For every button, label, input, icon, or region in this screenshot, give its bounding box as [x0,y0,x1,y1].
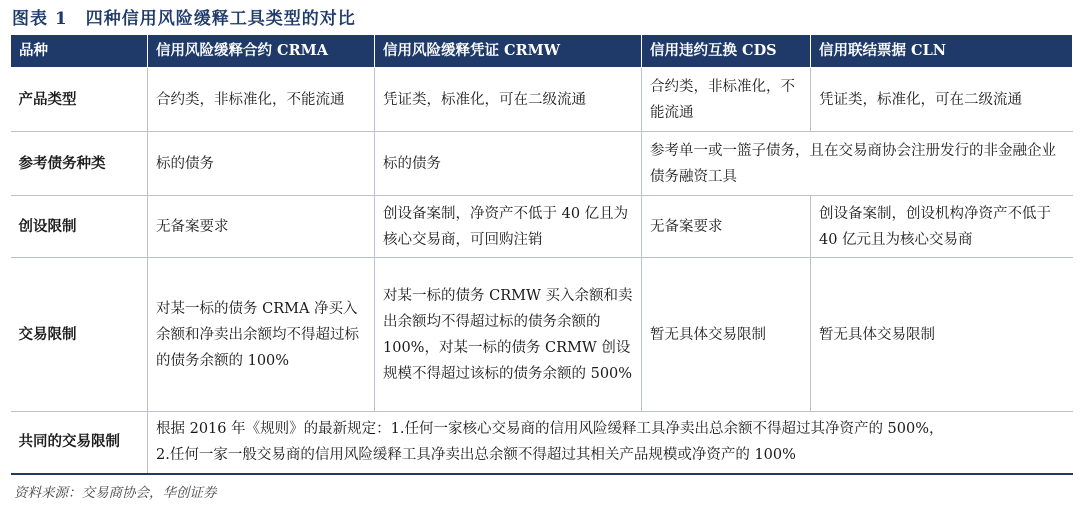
cell-creation-limit-cds: 无备案要求 [642,196,811,258]
header-variety: 品种 [11,35,148,68]
table-row [11,68,1073,132]
cell-trading-limit-crmw: 对某一标的债务 CRMW 买入余额和卖出余额均不得超过标的债务余额的 100%，对某一标的债务 CRMW 创设规模不得超过该标的债务余额的 500% [375,258,642,412]
cell-common-limit [148,412,1073,474]
cell-trading-limit-crma: 对某一标的债务 CRMA 净买入余额和净卖出余额均不得超过标的债务余额的 100% [148,258,375,412]
row-label-product-type: 产品类型 [11,68,148,132]
cell-trading-limit-cds: 暂无具体交易限制 [642,258,811,412]
cell-reference-debt-cds-cln: 参考单一或一篮子债务，且在交易商协会注册发行的非金融企业债务融资工具 [642,132,1073,196]
cell-creation-limit-crmw: 创设备案制，净资产不低于 40 亿且为核心交易商，可回购注销 [375,196,642,258]
header-cds: 信用违约互换 CDS [642,35,811,68]
row-label-common-limit: 共同的交易限制 [11,412,148,474]
cell-reference-debt-crmw: 标的债务 [375,132,642,196]
table-row [11,196,1073,258]
row-label-creation-limit: 创设限制 [11,196,148,258]
cell-creation-limit-crma: 无备案要求 [148,196,375,258]
table-row [11,258,1073,412]
source-note: 资料来源：交易商协会，华创证券 [14,485,217,501]
row-label-trading-limit: 交易限制 [11,258,148,412]
cell-creation-limit-cln: 创设备案制，创设机构净资产不低于 40 亿元且为核心交易商 [811,196,1073,258]
cell-trading-limit-cln: 暂无具体交易限制 [811,258,1073,412]
header-crmw: 信用风险缓释凭证 CRMW [375,35,642,68]
cell-product-type-cln: 凭证类，标准化，可在二级流通 [811,68,1073,132]
cell-reference-debt-crma: 标的债务 [148,132,375,196]
cell-product-type-cds: 合约类，非标准化，不能流通 [642,68,811,132]
comparison-table [10,34,1073,475]
row-label-reference-debt: 参考债务种类 [11,132,148,196]
common-limit-line-1: 根据 2016 年《规则》的最新规定：1.任何一家核心交易商的信用风险缓释工具净卖出总余额不得超过其净资产的 500%， [156,421,944,438]
header-cln: 信用联结票据 CLN [811,35,1073,68]
cell-product-type-crmw: 凭证类，标准化，可在二级流通 [375,68,642,132]
common-limit-line-2: 2.任何一家一般交易商的信用风险缓释工具净卖出总余额不得超过其相关产品规模或净资产的 100% [156,447,796,464]
table-header-row [11,35,1073,68]
figure-title: 图表 1 四种信用风险缓释工具类型的对比 [12,9,356,29]
cell-product-type-crma: 合约类，非标准化，不能流通 [148,68,375,132]
table-row [11,412,1073,474]
table-row [11,132,1073,196]
header-crma: 信用风险缓释合约 CRMA [148,35,375,68]
